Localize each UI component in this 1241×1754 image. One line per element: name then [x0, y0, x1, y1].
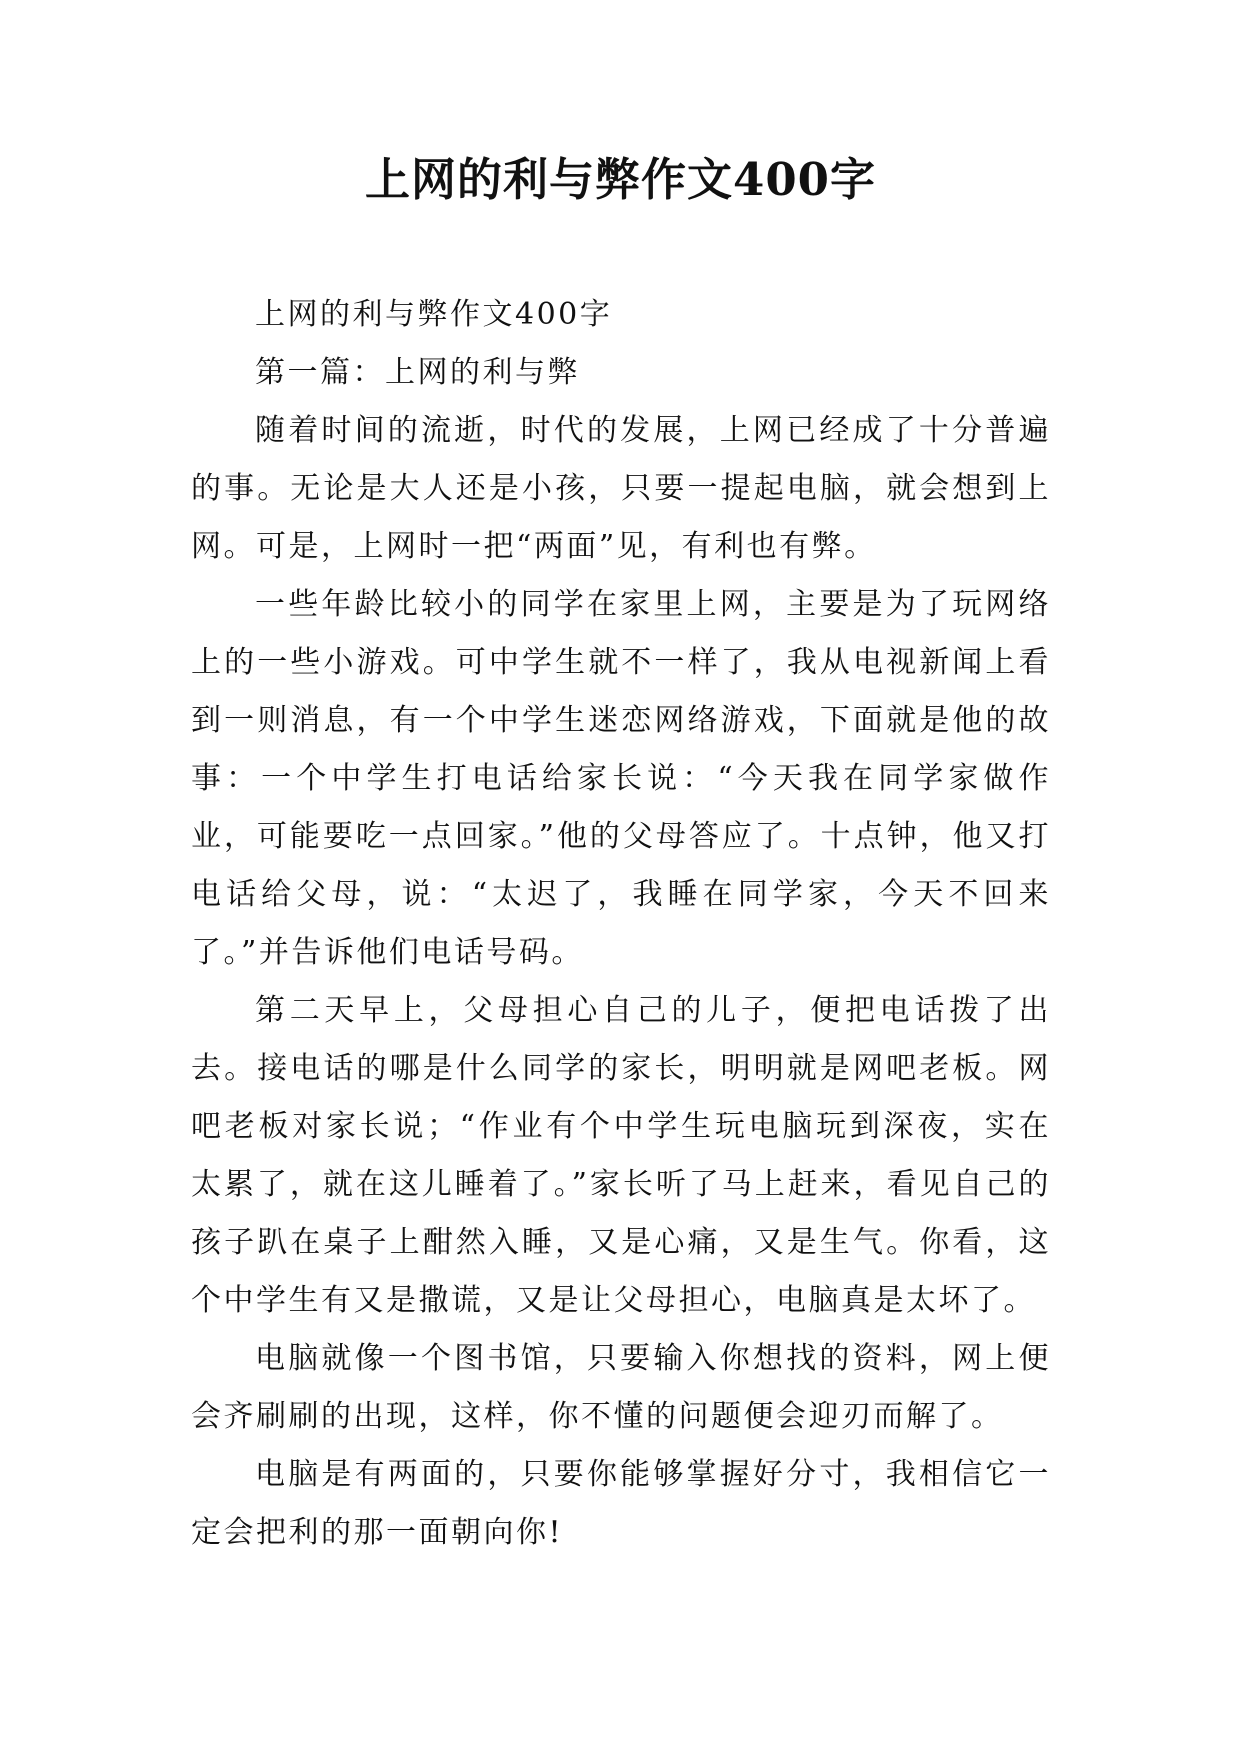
- document-body: [191, 286, 1051, 1562]
- paragraph-section-heading: 第一篇：上网的利与弊: [255, 355, 580, 390]
- paragraph-next-day: 第二天早上，父母担心自己的儿子，便把电话拨了出去。接电话的哪是什么同学的家长，明明就是网吧老板。网吧老板对家长说；“作业有个中学生玩电脑玩到深夜，实在太累了，就在这儿睡着了。”家长听了马上赶来，看见自己的孩子趴在桌子上酣然入睡，又是心痛，又是生气。你看，这个中学生有又是撒谎，又是让父母担心，电脑真是太坏了。: [191, 993, 1051, 1318]
- document-title: 上网的利与弊作文400字: [365, 153, 876, 206]
- paragraph-library: 电脑就像一个图书馆，只要输入你想找的资料，网上便会齐刷刷的出现，这样，你不懂的问题便会迎刃而解了。: [191, 1341, 1051, 1434]
- paragraph-story: 一些年龄比较小的同学在家里上网，主要是为了玩网络上的一些小游戏。可中学生就不一样了，我从电视新闻上看到一则消息，有一个中学生迷恋网络游戏，下面就是他的故事：一个中学生打电话给家长说：“今天我在同学家做作业，可能要吃一点回家。”他的父母答应了。十点钟，他又打电话给父母，说：“太迟了，我睡在同学家，今天不回来了。”并告诉他们电话号码。: [191, 587, 1051, 970]
- paragraph-intro: 随着时间的流逝，时代的发展，上网已经成了十分普遍的事。无论是大人还是小孩，只要一提起电脑，就会想到上网。可是，上网时一把“两面”见，有利也有弊。: [191, 413, 1051, 564]
- paragraph-conclusion: 电脑是有两面的，只要你能够掌握好分寸，我相信它一定会把利的那一面朝向你!: [191, 1457, 1051, 1550]
- paragraph-subtitle: 上网的利与弊作文400字: [255, 297, 613, 332]
